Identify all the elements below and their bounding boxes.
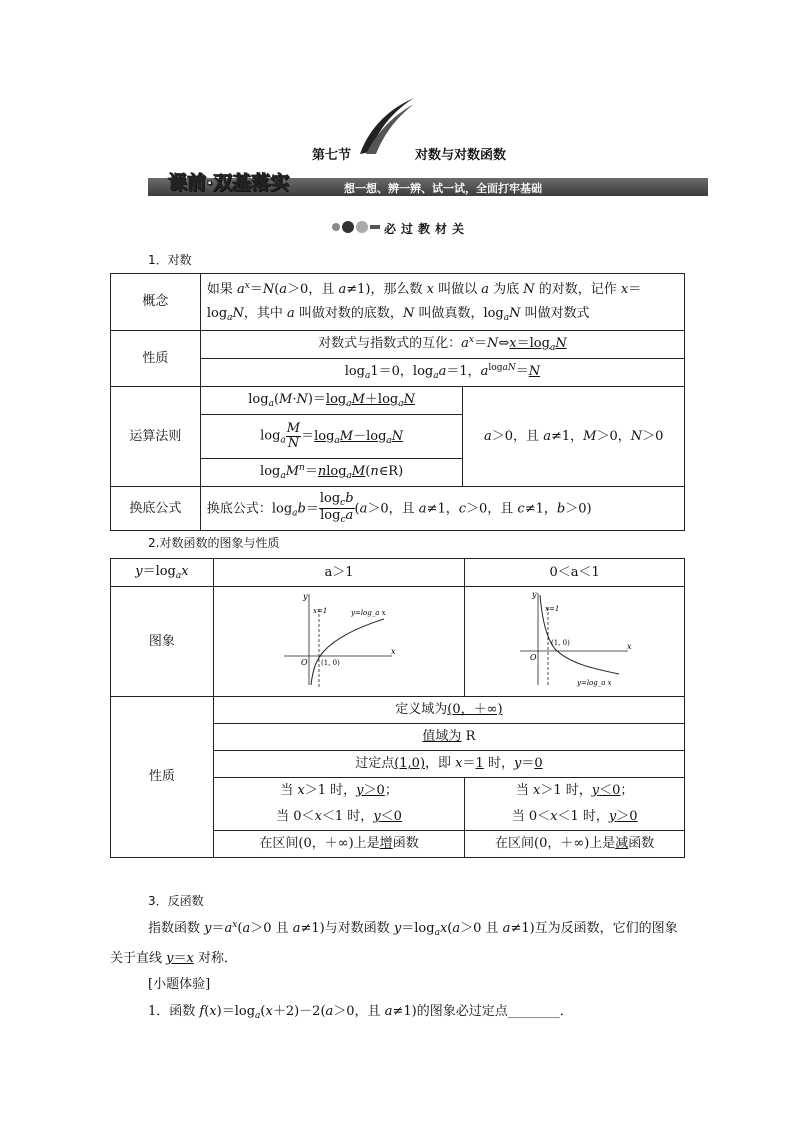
svg-text:(1, 0): (1, 0): [550, 638, 570, 647]
ops-label: 运算法则: [111, 387, 201, 487]
fixed-point-row: 过定点(1,0)，即 x＝1 时，y＝0: [213, 751, 684, 778]
domain-row: 定义域为(0，＋∞): [213, 697, 684, 724]
svg-text:y: y: [531, 589, 537, 599]
header-swoosh-icon: [356, 96, 416, 156]
graph-a-gt-1: [213, 587, 465, 697]
banner-subtitle: 想一想、辨一辨、试一试，全面打牢基础: [344, 182, 542, 195]
graph-label: 图象: [111, 587, 214, 697]
property-label: 性质: [111, 331, 201, 387]
svg-text:x=1: x=1: [544, 604, 559, 613]
concept-text: 如果 $a^x=N(a>0$，且 a≠1)，那么数 x 叫做以 a 为底 N 的对数，记作 x＝ $\log_aN$，其中 a 叫做对数的底数，N 叫做真数，$\log_aN$ 叫做对数式: [200, 274, 684, 331]
ops-power-rule: $\log_aM^n=nlog_aM(n\in R)$: [200, 459, 463, 487]
log-function-table: [110, 558, 685, 858]
svg-text:y: y: [303, 591, 308, 601]
ops-product-rule: $\log_a(M\cdot N)=\log_aM+\log_aN$: [200, 387, 463, 415]
svg-text:x: x: [391, 646, 396, 656]
base-change-label: 换底公式: [111, 487, 201, 531]
heading-logarithm: 1．对数: [148, 253, 192, 267]
svg-text:O: O: [529, 652, 537, 662]
svg-text:y=log_a x: y=log_a x: [576, 678, 612, 687]
header-a-lt-1: 0＜a＜1: [465, 559, 685, 587]
property-conversion: 对数式与指数式的互化：$a^x=N\Leftrightarrow x=\log_aN$: [200, 331, 684, 359]
property-identities: $\log_a1=0$，$\log_aa=1$，$a^{logaN}=N$: [200, 359, 684, 387]
graph-a-lt-1: [465, 587, 685, 697]
ops-condition: a＞0，且 a≠1，M＞0，N＞0: [463, 387, 685, 487]
svg-text:(1, 0): (1, 0): [321, 658, 340, 667]
section-number: 第七节: [312, 148, 352, 163]
page-title: 对数与对数函数: [415, 148, 507, 163]
sign-a-gt-1: 当 x＞1 时，y＞0； 当 0＜x＜1 时，y＜0: [213, 778, 465, 831]
logarithm-table: [110, 273, 685, 531]
sign-a-lt-1: 当 x＞1 时，y＜0； 当 0＜x＜1 时，y＞0: [465, 778, 685, 831]
properties-label: 性质: [111, 697, 214, 858]
monotonic-a-gt-1: 在区间(0，＋∞)上是增函数: [213, 831, 465, 858]
svg-text:x=1: x=1: [313, 606, 328, 615]
svg-text:O: O: [301, 657, 308, 667]
practice-label: [小题体验]: [148, 977, 211, 992]
header-a-gt-1: a＞1: [213, 559, 465, 587]
heading-log-function: 2.对数函数的图象与性质: [148, 536, 280, 550]
heading-inverse-function: 3．反函数: [148, 894, 204, 908]
graph-increasing-svg: [279, 589, 399, 689]
section-tag: 必过教材关: [384, 222, 470, 236]
banner-title: 课前·双基落实: [168, 172, 290, 194]
concept-label: 概念: [111, 274, 201, 331]
svg-text:x: x: [626, 641, 632, 651]
range-row: 值域为 R: [213, 724, 684, 751]
base-change-formula: 换底公式：$\log_ab=$ $\frac{\log_cb}{\log_ca}$ (a＞0，且 a≠1，c＞0，且 c≠1，b＞0): [200, 487, 684, 531]
tag-bullets-icon: [330, 219, 380, 239]
monotonic-a-lt-1: 在区间(0，＋∞)上是减函数: [465, 831, 685, 858]
graph-decreasing-svg: [515, 589, 635, 689]
practice-question-1: 1．函数 $f(x)=\log_a(x+2)-2(a>0$，且 a≠1)的图象必过定点________．: [148, 1004, 573, 1021]
inverse-function-text: 指数函数 $y=a^x(a>0$ 且 a≠1)与对数函数 $y=\log_ax(a>0$ 且 a≠1)互为反函数，它们的图象关于直线 y＝x 对称．: [110, 920, 678, 966]
header-function: $y=\log_ax$: [111, 559, 214, 587]
ops-quotient-rule: $\log_a$ $\frac{M}{N}$ $=\log_aM-\log_aN$: [200, 415, 463, 459]
svg-text:y=log_a x: y=log_a x: [351, 608, 386, 617]
